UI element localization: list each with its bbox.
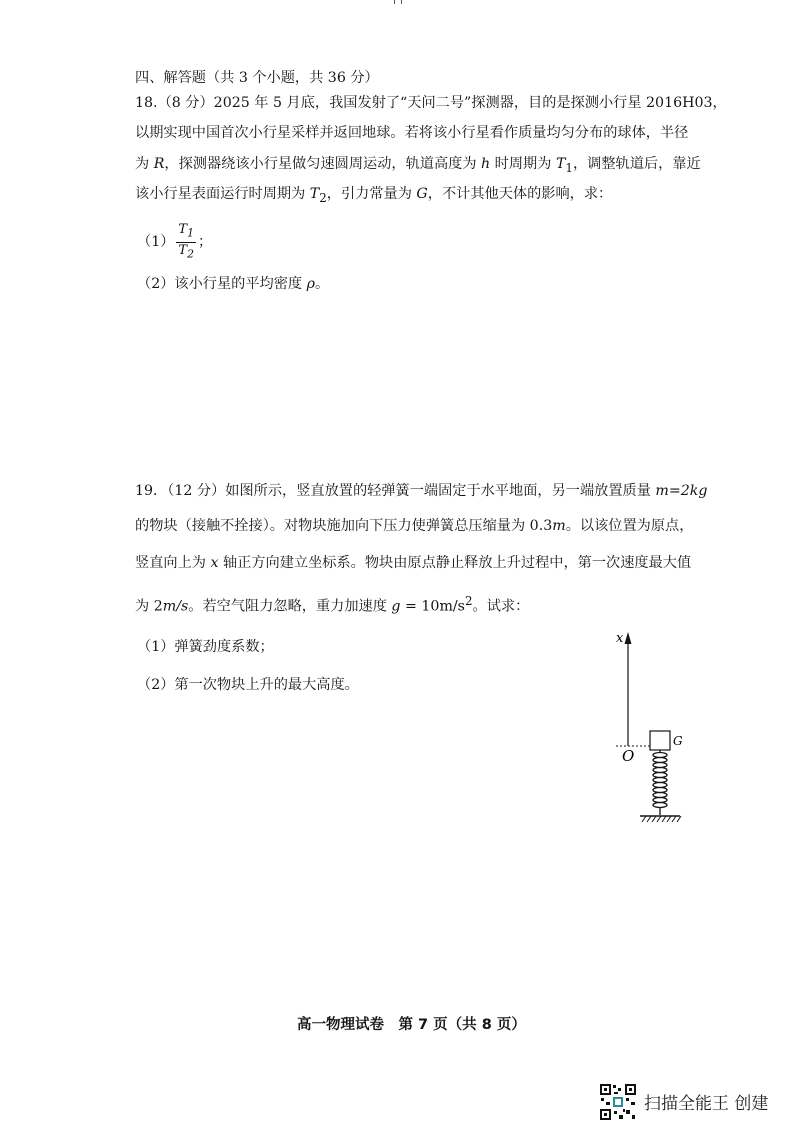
spring-coil — [653, 750, 667, 815]
var-G: G — [416, 186, 428, 202]
text: 。 — [314, 276, 330, 292]
text: ； — [197, 234, 213, 251]
t: T — [178, 222, 188, 237]
var-rho: ρ — [306, 276, 315, 292]
text: 竖直向上为 — [135, 555, 211, 571]
q18-line-4 — [135, 185, 612, 207]
mass: m=2kg — [655, 483, 708, 499]
q19-sub-1: （1）弹簧劲度系数； — [137, 639, 274, 655]
q19-line-1 — [135, 482, 707, 500]
t: T — [178, 242, 188, 258]
q18-sub-1 — [137, 222, 212, 262]
q18-line-2: 以期实现中国首次小行星采样并返回地球。若将该小行星看作质量均匀分布的球体，半径 — [135, 125, 689, 141]
q19-line-3 — [135, 554, 691, 572]
q18-line-1: 18.（8 分）2025 年 5 月底，我国发射了“天问二号”探测器，目的是探测小行星 2016H03， — [135, 95, 727, 111]
text: 该小行星表面运行时周期为 — [135, 186, 310, 202]
text: 轴正方向建立坐标系。物块由原点静止释放上升过程中，第一次速度最大值 — [218, 555, 692, 571]
section-heading: 四、解答题（共 3 个小题，共 36 分） — [135, 70, 379, 86]
q19-sub-2: （2）第一次物块上升的最大高度。 — [137, 677, 359, 693]
subscript: 2 — [187, 247, 194, 261]
text: 19．（12 分）如图所示，竖直放置的轻弹簧一端固定于水平地面，另一端放置质量 — [135, 483, 656, 499]
q19-line-2 — [135, 517, 693, 535]
block-label: G — [673, 734, 683, 748]
text: 。试求： — [472, 598, 530, 615]
scanner-watermark: 扫描全能王 创建 — [644, 1094, 769, 1114]
text: 的物块（接触不拴接）。对物块施加向下压力使弹簧总压缩量为 0.3 — [135, 518, 553, 534]
label: （1） — [137, 234, 175, 251]
origin-label: O — [622, 747, 635, 765]
superscript: 2 — [464, 594, 473, 608]
text: 。若空气阻力忽略，重力加速度 — [188, 598, 392, 615]
page-footer: 高一物理试卷 第 7 页（共 8 页） — [297, 1017, 526, 1033]
var-T2: T — [309, 186, 320, 202]
q18-line-3 — [135, 155, 701, 177]
var-g: g — [391, 598, 401, 615]
text: ，不计其他天体的影响，求： — [427, 186, 613, 202]
text: ，引力常量为 — [326, 186, 417, 202]
text: 为 2 — [135, 598, 163, 615]
axis-label: x — [616, 631, 624, 646]
numerator — [176, 222, 196, 243]
denominator — [176, 243, 196, 263]
text: ，探测器绕该小行星做匀速圆周运动，轨道高度为 — [164, 156, 482, 172]
var-R: R — [153, 156, 165, 172]
text: 。以该位置为原点， — [565, 518, 694, 534]
var-h: h — [481, 156, 491, 172]
fraction-t1-over-t2 — [176, 222, 196, 262]
text: 时周期为 — [490, 156, 556, 172]
var-T1: T — [555, 156, 566, 172]
subscript: 1 — [187, 226, 194, 240]
text: ，调整轨道后，靠近 — [572, 156, 701, 172]
axis-arrow — [625, 632, 632, 644]
block — [650, 731, 670, 750]
ground-hatch — [642, 816, 681, 822]
q18-sub-2 — [137, 275, 329, 293]
text: （2）该小行星的平均密度 — [137, 276, 307, 292]
subscript: 2 — [319, 190, 327, 205]
q19-line-4 — [135, 592, 529, 616]
unit-m: m — [552, 518, 566, 534]
scan-edge-mark — [394, 0, 402, 4]
var-x: x — [210, 555, 219, 571]
text: = 10m/s — [400, 598, 465, 615]
qr-code-icon — [599, 1083, 637, 1121]
unit-ms: m/s — [162, 598, 189, 615]
subscript: 1 — [565, 160, 573, 175]
text: 为 — [135, 156, 154, 172]
spring-figure — [606, 628, 696, 828]
